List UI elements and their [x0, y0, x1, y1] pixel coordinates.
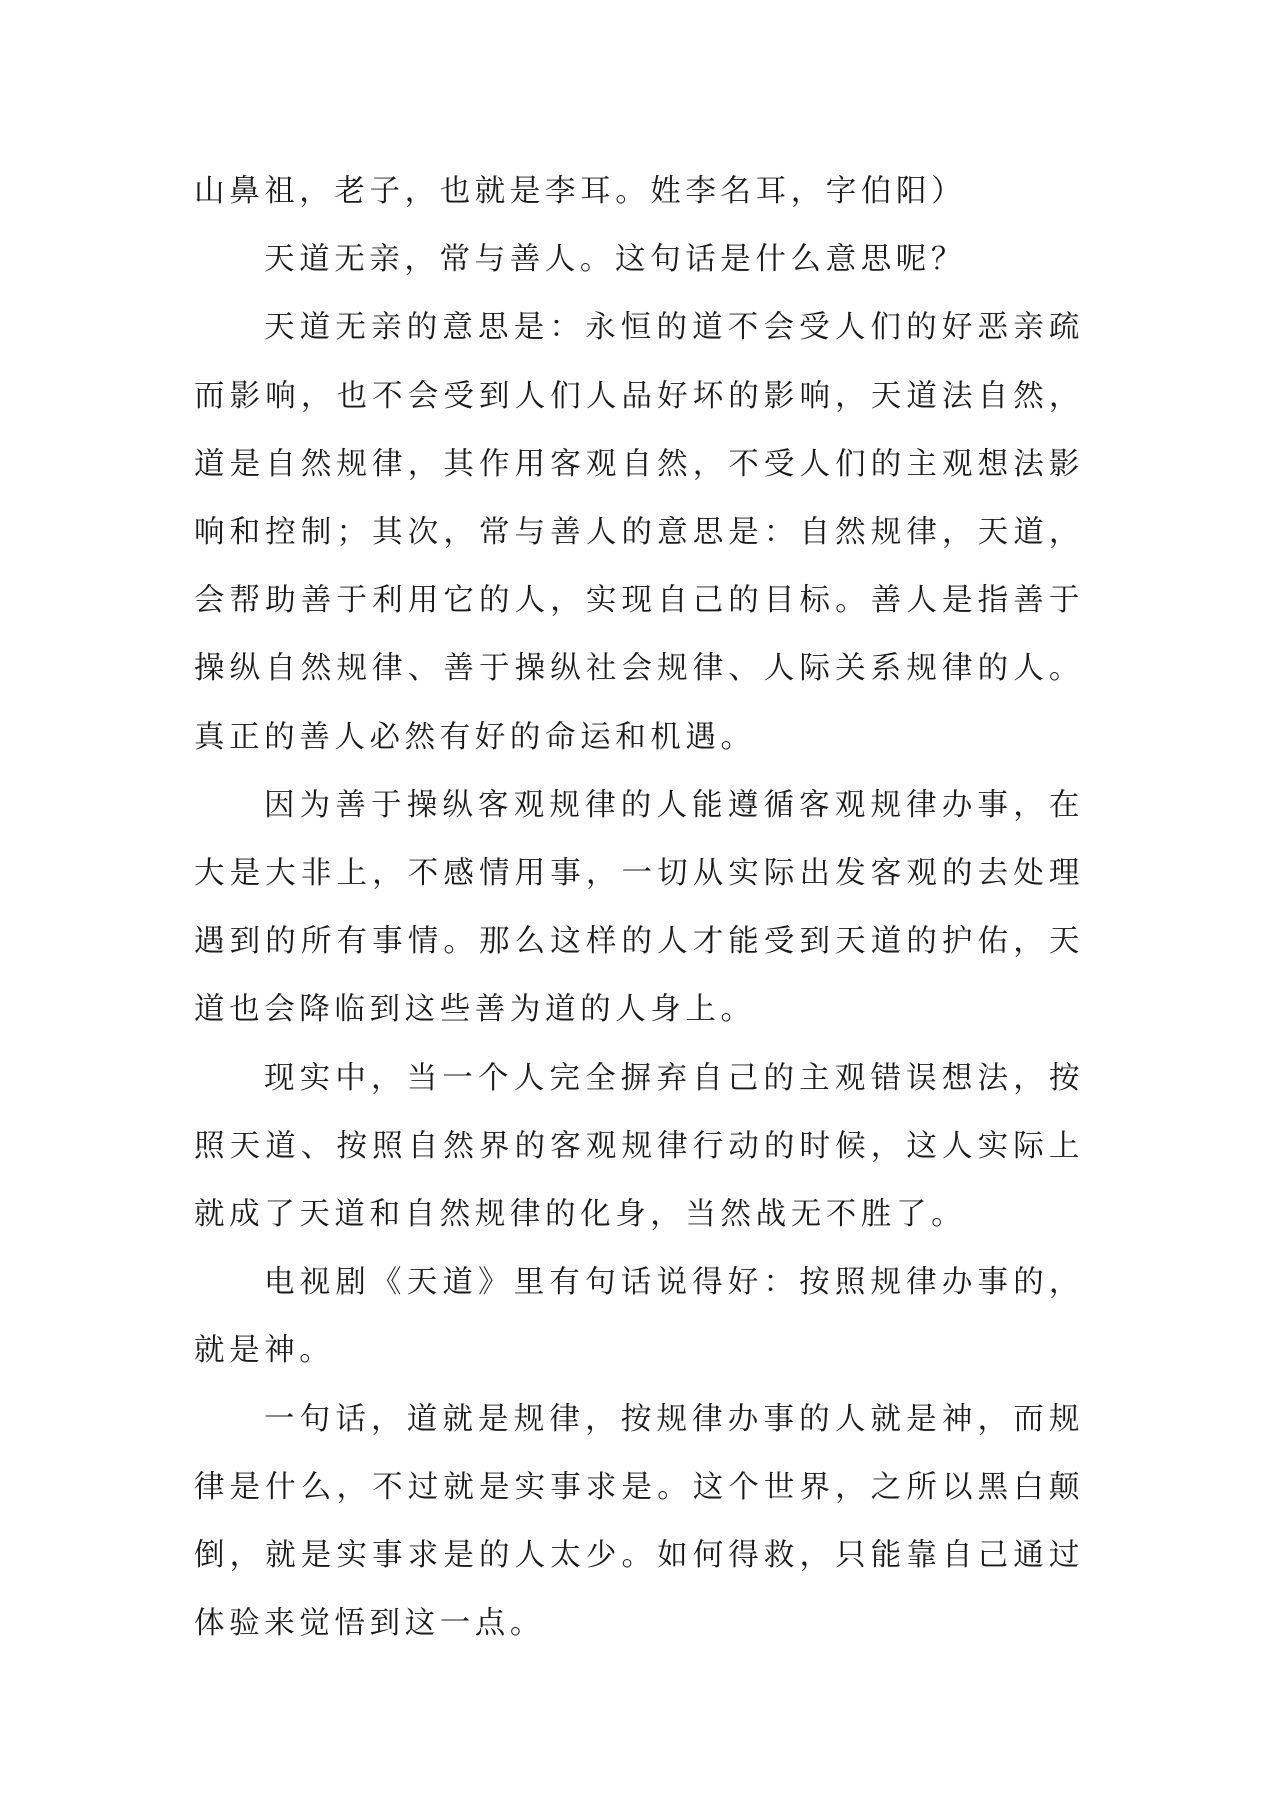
paragraph-4: 因为善于操纵客观规律的人能遵循客观规律办事，在大是大非上，不感情用事，一切从实际出发客观的去处理遇到的所有事情。那么这样的人才能受到天道的护佑，天道也会降临到这些善为道的人身上。 [194, 787, 1084, 1028]
paragraph-6: 电视剧《天道》里有句话说得好：按照规律办事的，就是神。 [194, 1265, 1084, 1369]
paragraph-3: 天道无亲的意思是：永恒的道不会受人们的好恶亲疏而影响，也不会受到人们人品好坏的影响，天道法自然，道是自然规律，其作用客观自然，不受人们的主观想法影响和控制；其次，常与善人的意思是：自然规律，天道，会帮助善于利用它的人，实现自己的目标。善人是指善于操纵自然规律、善于操纵社会规律、人际关系规律的人。真正的善人必然有好的命运和机遇。 [194, 310, 1084, 755]
document-body [194, 158, 1084, 1658]
paragraph-5: 现实中，当一个人完全摒弃自己的主观错误想法，按照天道、按照自然界的客观规律行动的时候，这人实际上就成了天道和自然规律的化身，当然战无不胜了。 [194, 1060, 1084, 1233]
paragraph-7: 一句话，道就是规律，按规律办事的人就是神，而规律是什么，不过就是实事求是。这个世界，之所以黑白颠倒，就是实事求是的人太少。如何得救，只能靠自己通过体验来觉悟到这一点。 [194, 1401, 1084, 1642]
paragraph-1: 山鼻祖，老子，也就是李耳。姓李名耳，字伯阳） [194, 174, 967, 209]
paragraph-2: 天道无亲，常与善人。这句话是什么意思呢？ [264, 242, 966, 278]
